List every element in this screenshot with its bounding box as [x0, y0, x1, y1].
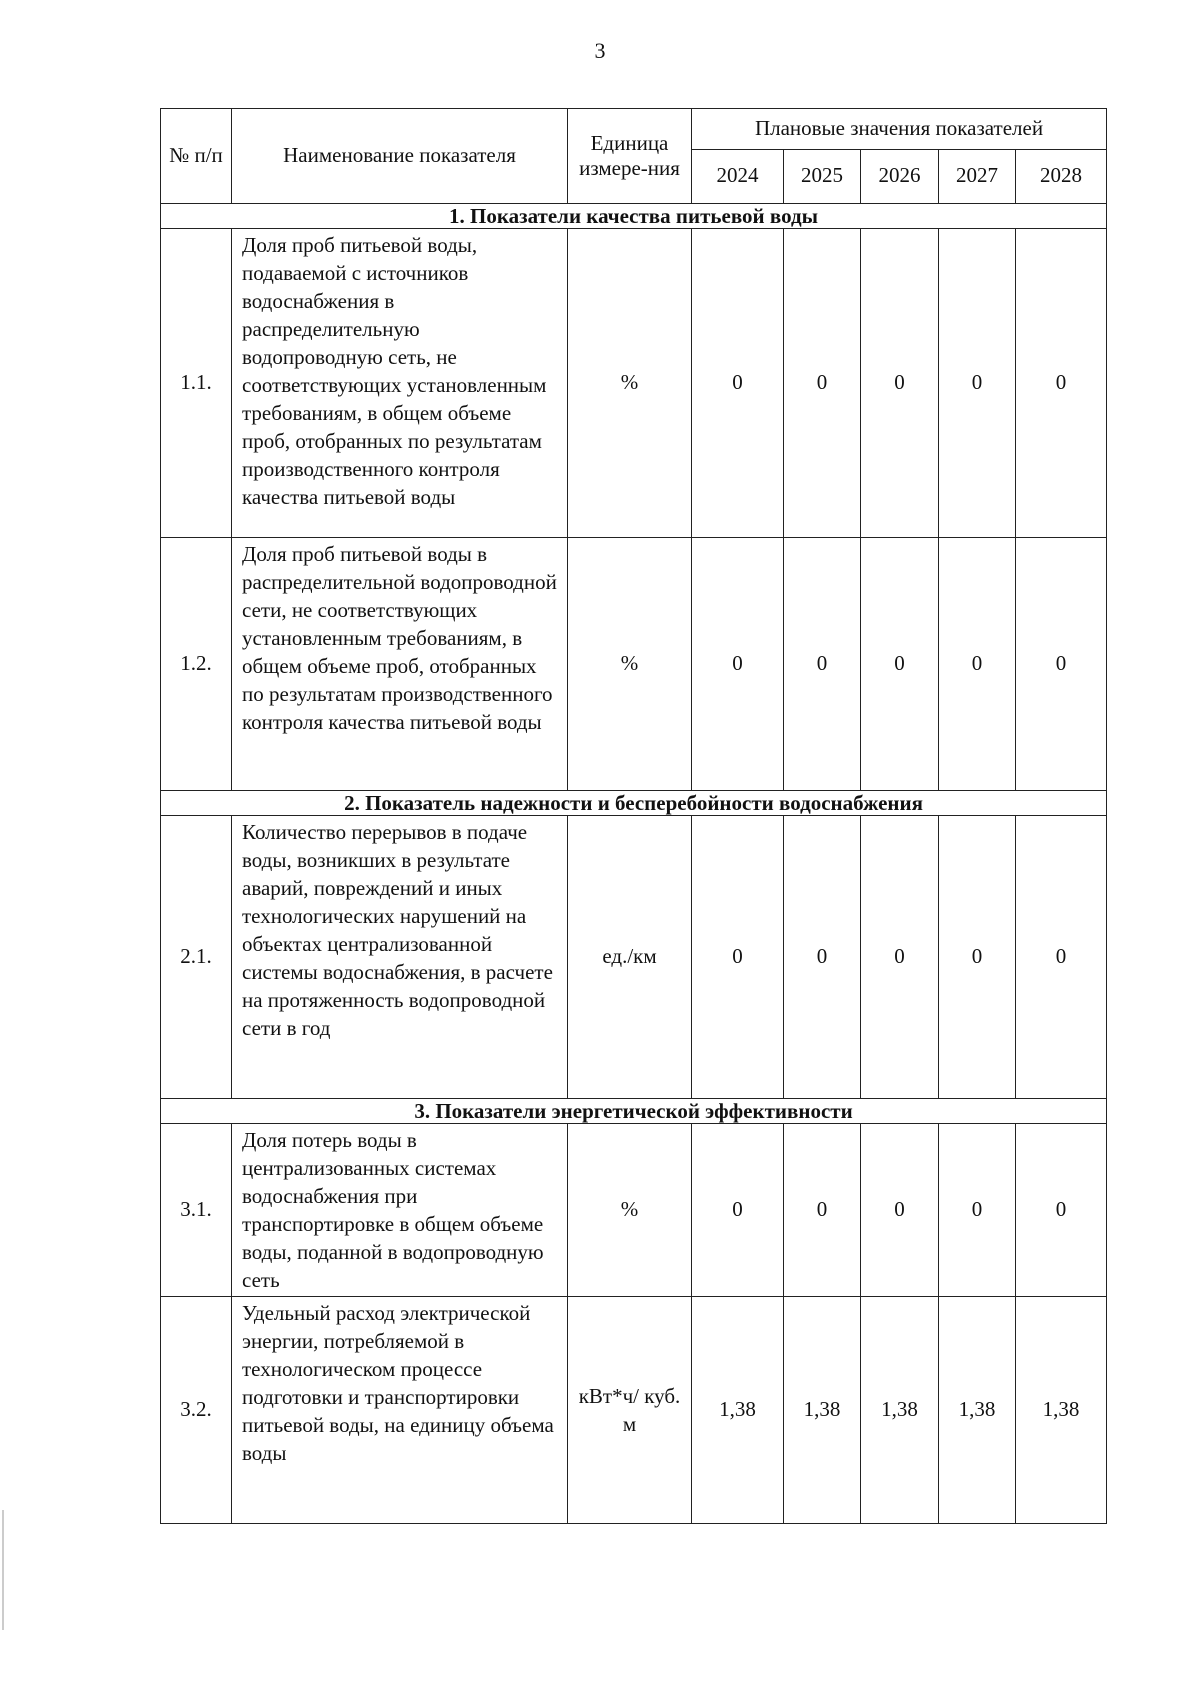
indicator-name: Доля потерь воды в централизованных системах водоснабжения при транспортировке в общем объеме воды, поданной в водопроводную сеть [232, 1123, 568, 1296]
section-title: 2. Показатель надежности и бесперебойности водоснабжения [161, 790, 1107, 815]
value-cell: 0 [1016, 537, 1107, 790]
value-cell: 0 [784, 228, 861, 537]
scan-edge-mark [2, 1510, 4, 1630]
header-year-2024: 2024 [692, 149, 784, 203]
value-cell: 0 [861, 228, 939, 537]
table-row [161, 815, 1107, 1098]
unit-cell: % [568, 228, 692, 537]
unit-cell: ед./км [568, 815, 692, 1098]
row-number: 3.1. [161, 1123, 232, 1296]
value-cell: 0 [1016, 228, 1107, 537]
value-cell: 0 [1016, 1123, 1107, 1296]
row-number: 1.1. [161, 228, 232, 537]
value-cell: 0 [939, 228, 1016, 537]
indicators-table-container [160, 108, 1106, 1524]
unit-cell: % [568, 537, 692, 790]
value-cell: 0 [692, 1123, 784, 1296]
value-cell: 0 [939, 537, 1016, 790]
row-number: 1.2. [161, 537, 232, 790]
indicator-name: Удельный расход электрической энергии, потребляемой в технологическом процессе подготовки и транспортировки питьевой воды, на единицу объема воды [232, 1296, 568, 1523]
value-cell: 0 [692, 815, 784, 1098]
header-year-2026: 2026 [861, 149, 939, 203]
page-number: 3 [594, 38, 606, 63]
table-row [161, 1123, 1107, 1296]
value-cell: 1,38 [1016, 1296, 1107, 1523]
indicator-name: Доля проб питьевой воды в распределительной водопроводной сети, не соответствующих установленным требованиям, в общем объеме проб, отобранных по результатам производственного контроля качества питьевой воды [232, 537, 568, 790]
indicator-name: Доля проб питьевой воды, подаваемой с источников водоснабжения в распределительную водопроводную сеть, не соответствующих установленным требованиям, в общем объеме проб, отобранных по результатам производственного контроля качества питьевой воды [232, 228, 568, 537]
indicator-name: Количество перерывов в подаче воды, возникших в результате аварий, повреждений и иных технологических нарушений на объектах централизованной системы водоснабжения, в расчете на протяженность водопроводной сети в год [232, 815, 568, 1098]
header-year-2027: 2027 [939, 149, 1016, 203]
section-row [161, 1098, 1107, 1123]
table-row [161, 228, 1107, 537]
header-year-2025: 2025 [784, 149, 861, 203]
value-cell: 0 [692, 228, 784, 537]
value-cell: 1,38 [692, 1296, 784, 1523]
header-name: Наименование показателя [232, 109, 568, 204]
value-cell: 0 [861, 1123, 939, 1296]
value-cell: 0 [939, 815, 1016, 1098]
header-unit: Единица измере-ния [568, 109, 692, 204]
value-cell: 1,38 [784, 1296, 861, 1523]
value-cell: 0 [784, 537, 861, 790]
value-cell: 0 [939, 1123, 1016, 1296]
unit-cell: кВт*ч/ куб. м [568, 1296, 692, 1523]
section-title: 1. Показатели качества питьевой воды [161, 203, 1107, 228]
value-cell: 0 [1016, 815, 1107, 1098]
value-cell: 1,38 [939, 1296, 1016, 1523]
row-number: 2.1. [161, 815, 232, 1098]
section-row [161, 203, 1107, 228]
row-number: 3.2. [161, 1296, 232, 1523]
value-cell: 0 [861, 815, 939, 1098]
table-row [161, 537, 1107, 790]
header-num: № п/п [161, 109, 232, 204]
value-cell: 0 [784, 815, 861, 1098]
value-cell: 0 [861, 537, 939, 790]
unit-cell: % [568, 1123, 692, 1296]
value-cell: 1,38 [861, 1296, 939, 1523]
header-year-2028: 2028 [1016, 149, 1107, 203]
value-cell: 0 [784, 1123, 861, 1296]
value-cell: 0 [692, 537, 784, 790]
table-row [161, 1296, 1107, 1523]
section-row [161, 790, 1107, 815]
header-plan: Плановые значения показателей [692, 109, 1107, 150]
indicators-table [160, 108, 1107, 1524]
section-title: 3. Показатели энергетической эффективности [161, 1098, 1107, 1123]
